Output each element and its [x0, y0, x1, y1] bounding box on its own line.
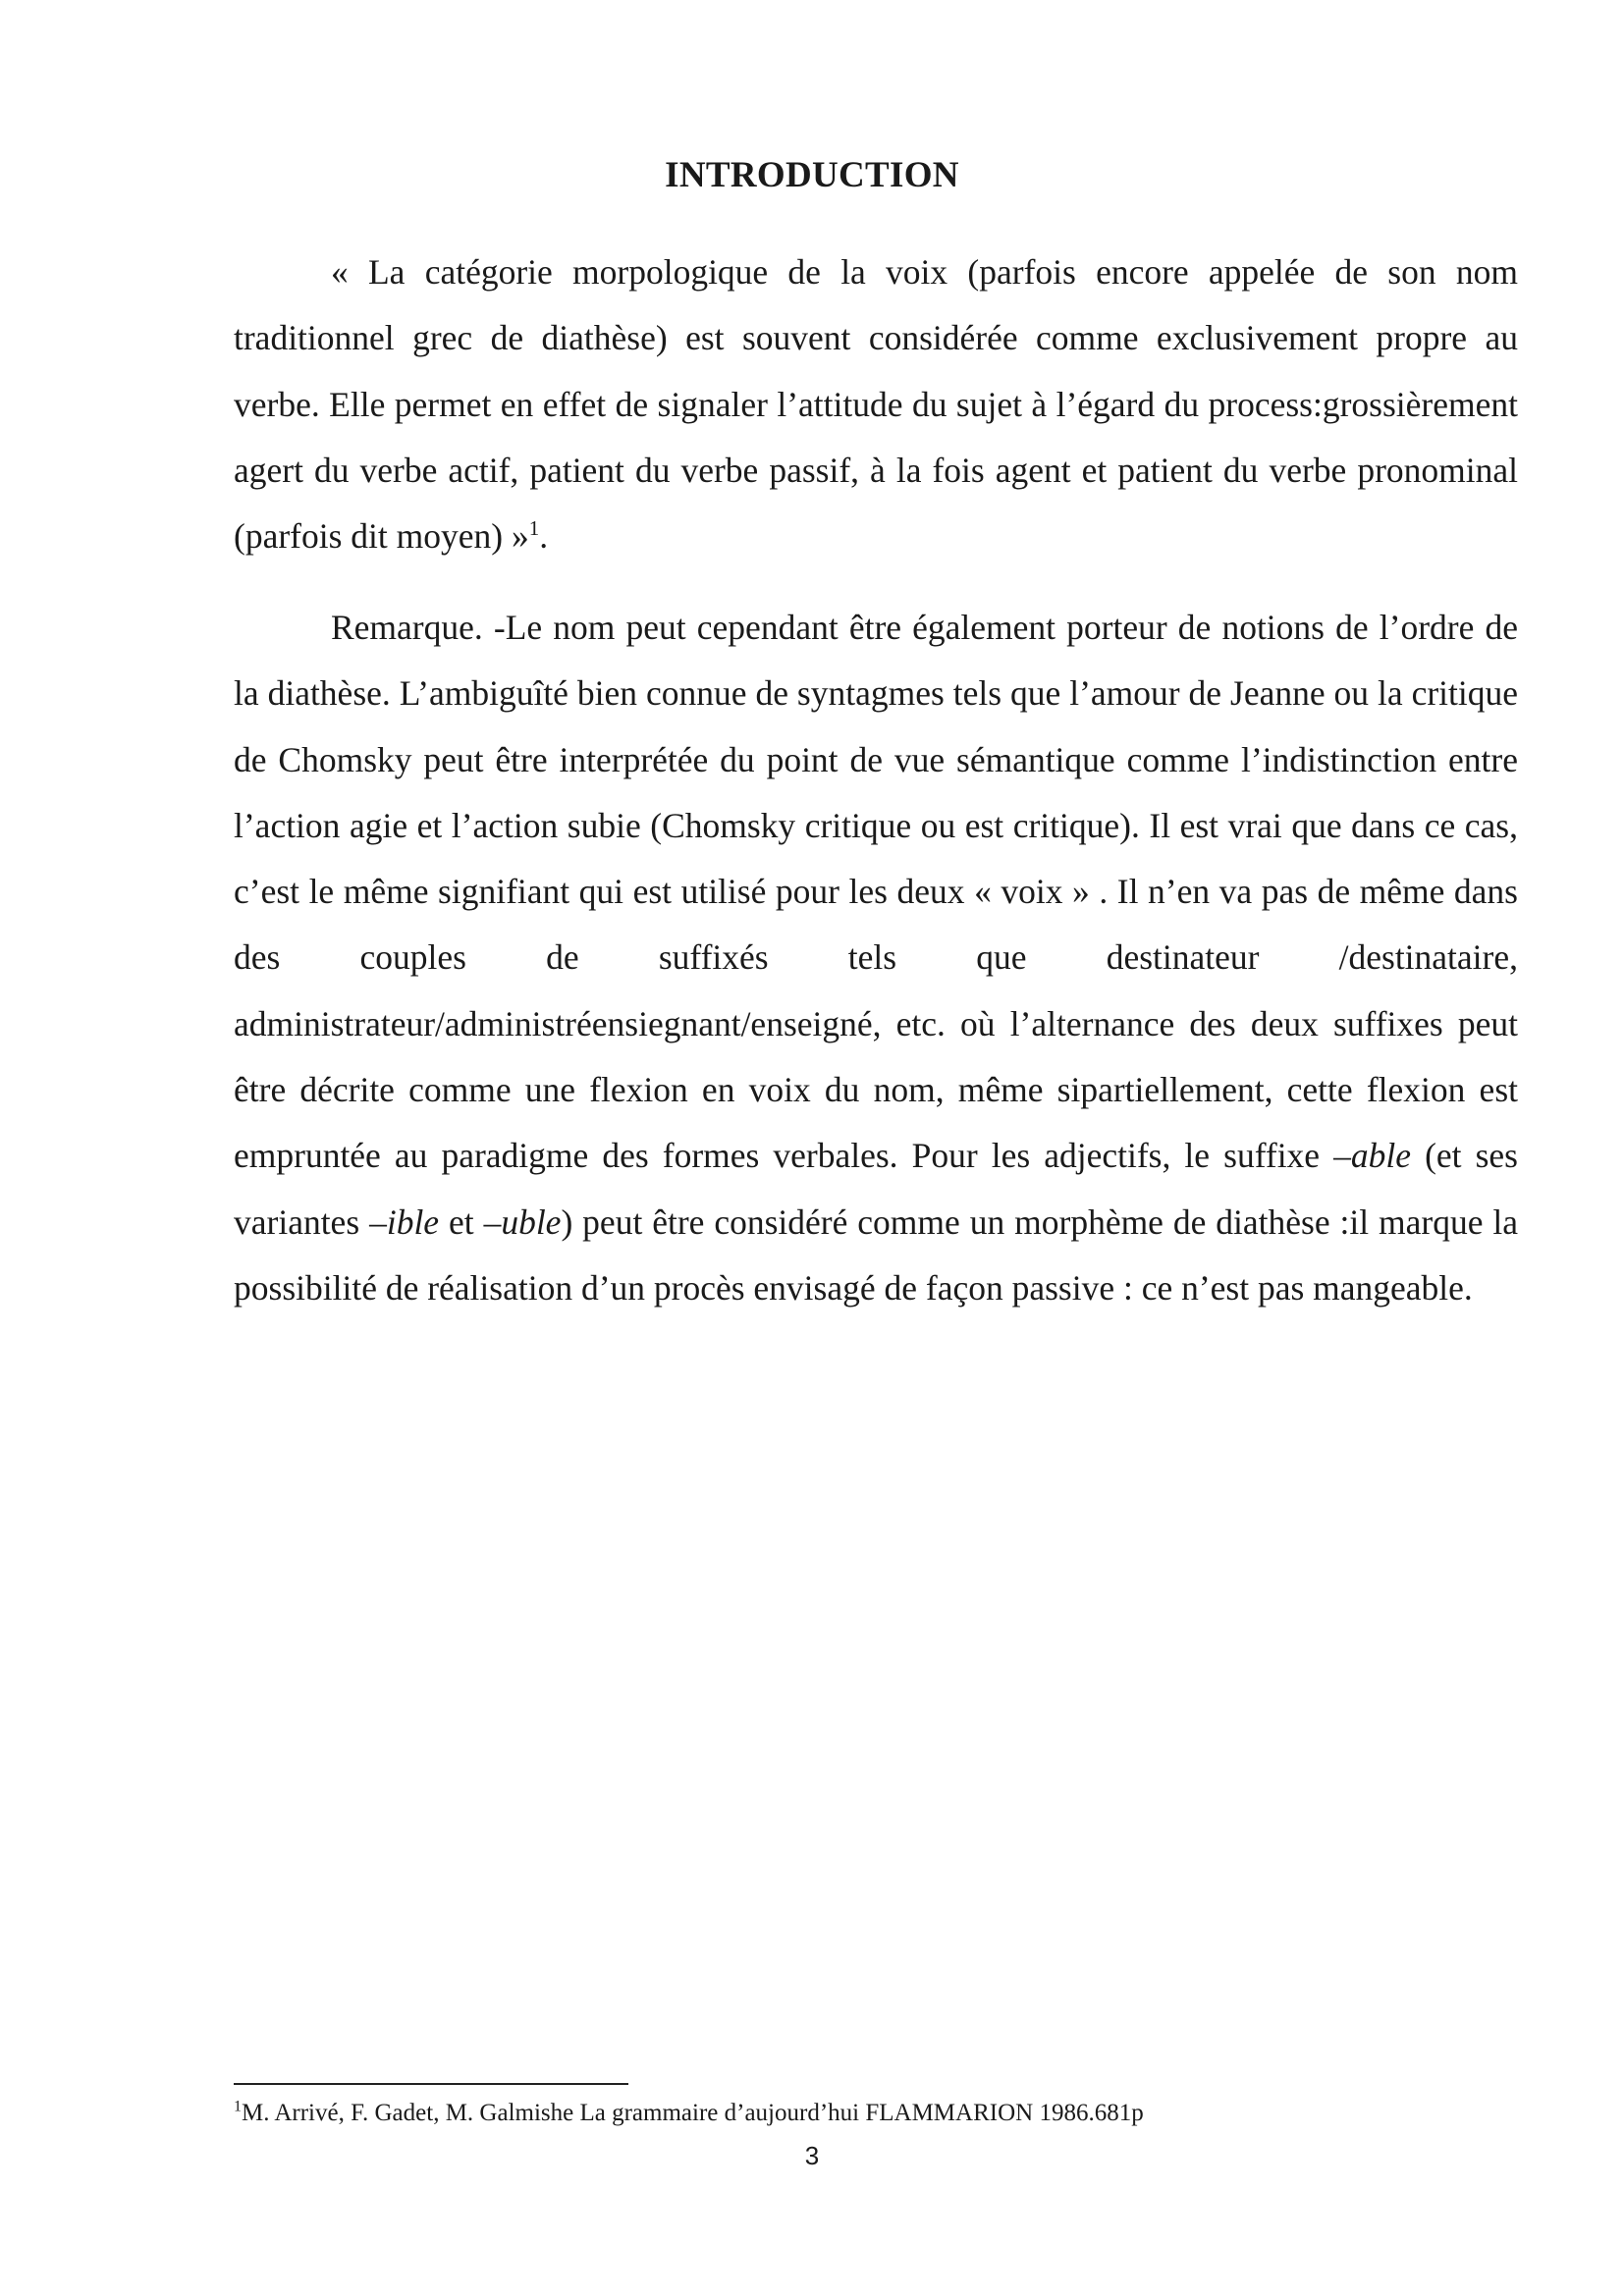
footnote-reference[interactable]: 1	[528, 516, 540, 541]
remark-text-part2: (et ses variantes	[234, 1136, 1518, 1242]
page-number: 3	[804, 2141, 820, 2170]
suffix-able: –able	[1333, 1136, 1412, 1176]
remark-text-part1: Remarque. -Le nom peut cependant être également porteur de notions de l’ordre de la diathèse. L’ambiguîté bien connue de syntagmes tels que l’amour de Jeanne ou la critique de Chomsky peut être interprétée du point de vue sémantique comme l’indistinction entre l’action agie et l’action subie (Chomsky critique ou est critique). Il est vrai que dans ce cas, c’est le même signifiant qui est utilisé pour les deux « voix » . Il n’en va pas de même dans des couples de suffixés tels que destinateur /destinataire, administrateur/administréensiegnant/enseigné, etc. où l’alternance des deux suffixes peut être décrite comme une flexion en voix du nom, même sipartiellement, cette flexion est empruntée au paradigme des formes verbales. Pour les adjectifs, le suffixe	[234, 608, 1518, 1176]
page-title: INTRODUCTION	[665, 155, 959, 195]
quote-end-punctuation: .	[539, 516, 549, 557]
quote-text: « La catégorie morpologique de la voix (parfois encore appelée de son nom traditionnel grec de diathèse) est souvent considérée comme exclusivement propre au verbe. Elle permet en effet de signaler l’attitude du sujet à l’égard du process:grossièrement agert du verbe actif, patient du verbe passif, à la fois agent et patient du verbe pronominal (parfois dit moyen) »	[234, 252, 1518, 557]
suffix-uble: –uble	[483, 1201, 562, 1242]
footnote-number: 1	[234, 2098, 242, 2115]
footnote	[234, 2098, 1144, 2129]
quote-paragraph	[234, 240, 1518, 569]
footnote-separator	[234, 2083, 628, 2085]
remark-text-part3: ) peut être considéré comme un morphème de diathèse :il marque la possibilité de réalisation d’un procès envisagé de façon passive : ce n’est pas mangeable.	[234, 1201, 1519, 1308]
footnote-text: M. Arrivé, F. Gadet, M. Galmishe La grammaire d’aujourd’hui FLAMMARION 1986.681p	[242, 2100, 1144, 2126]
remark-conjunction: et	[449, 1201, 474, 1242]
remark-paragraph	[234, 595, 1518, 1321]
suffix-ible: –ible	[369, 1201, 440, 1242]
